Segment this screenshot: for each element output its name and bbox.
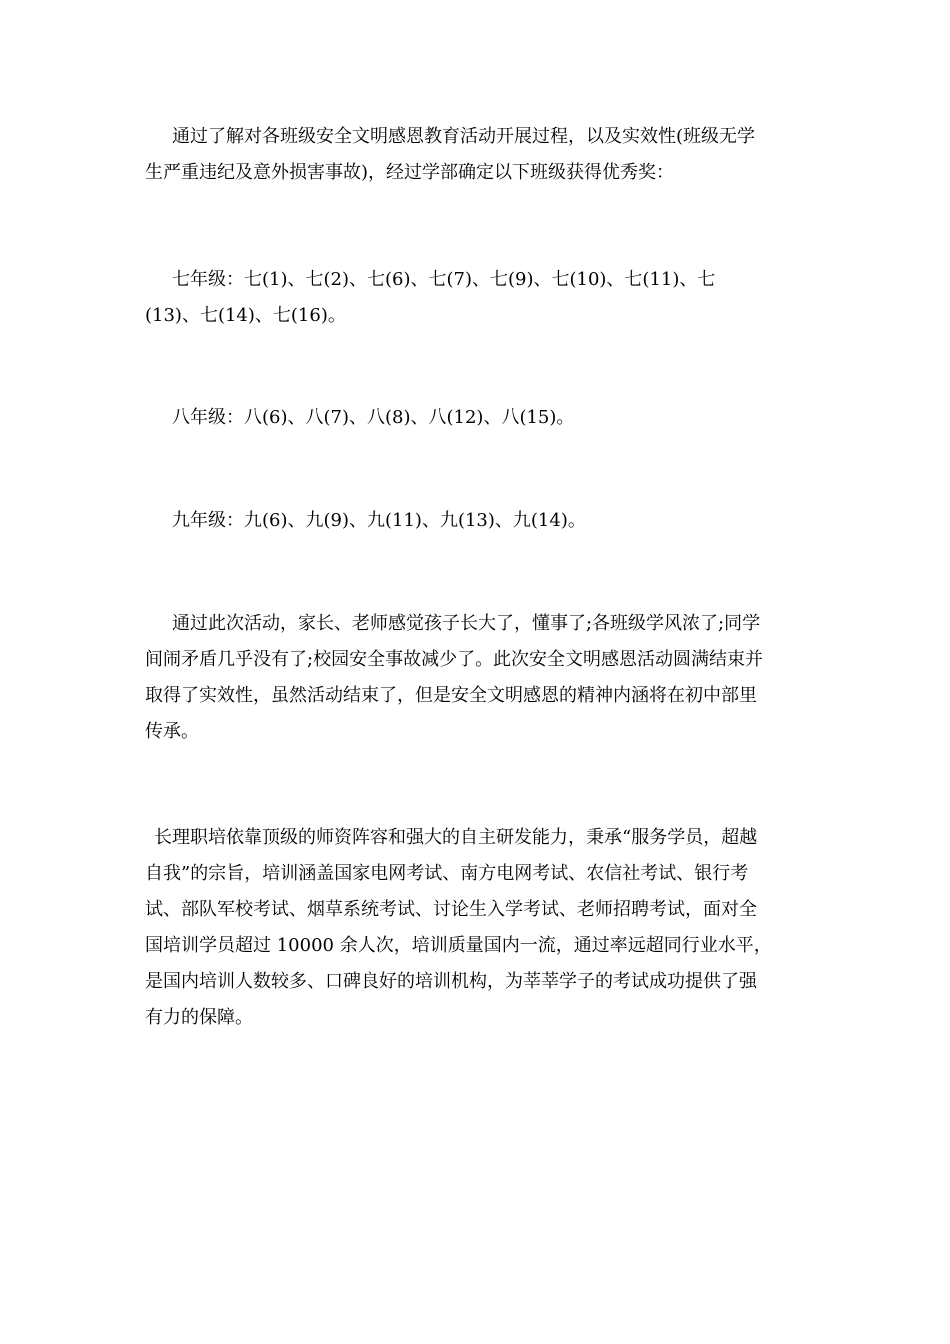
paragraph-line: 是国内培训人数较多、口碑良好的培训机构，为莘莘学子的考试成功提供了强 xyxy=(145,971,757,992)
paragraph-grade-eight xyxy=(145,400,815,436)
paragraph-line: 生严重违纪及意外损害事故)，经过学部确定以下班级获得优秀奖： xyxy=(145,162,675,183)
paragraph-line: 七年级：七(1)、七(2)、七(6)、七(7)、七(9)、七(10)、七(11)、七 xyxy=(172,269,716,290)
paragraph-intro xyxy=(145,119,815,191)
paragraph-grade-nine xyxy=(145,503,815,539)
paragraph-line: 八年级：八(6)、八(7)、八(8)、八(12)、八(15)。 xyxy=(172,407,575,428)
paragraph-line: 国培训学员超过 10000 余人次，培训质量国内一流，通过率远超同行业水平， xyxy=(145,935,772,956)
paragraph-line: 通过了解对各班级安全文明感恩教育活动开展过程，以及实效性(班级无学 xyxy=(172,126,756,147)
paragraph-line: 自我”的宗旨，培训涵盖国家电网考试、南方电网考试、农信社考试、银行考 xyxy=(145,863,749,884)
paragraph-line: 传承。 xyxy=(145,721,199,742)
paragraph-line: 间闹矛盾几乎没有了;校园安全事故减少了。此次安全文明感恩活动圆满结束并 xyxy=(145,649,764,670)
paragraph-grade-seven xyxy=(145,262,815,334)
paragraph-line: 长理职培依靠顶级的师资阵容和强大的自主研发能力，秉承“服务学员，超越 xyxy=(154,827,758,848)
paragraph-line: 通过此次活动，家长、老师感觉孩子长大了，懂事了;各班级学风浓了;同学 xyxy=(172,613,761,634)
paragraph-line: 九年级：九(6)、九(9)、九(11)、九(13)、九(14)。 xyxy=(172,510,586,531)
paragraph-summary xyxy=(145,606,815,750)
paragraph-line: 有力的保障。 xyxy=(145,1007,253,1028)
paragraph-line: 取得了实效性，虽然活动结束了，但是安全文明感恩的精神内涵将在初中部里 xyxy=(145,685,757,706)
paragraph-advertisement xyxy=(145,820,815,1036)
paragraph-line: 试、部队军校考试、烟草系统考试、讨论生入学考试、老师招聘考试，面对全 xyxy=(145,899,757,920)
paragraph-line: (13)、七(14)、七(16)。 xyxy=(145,305,346,326)
